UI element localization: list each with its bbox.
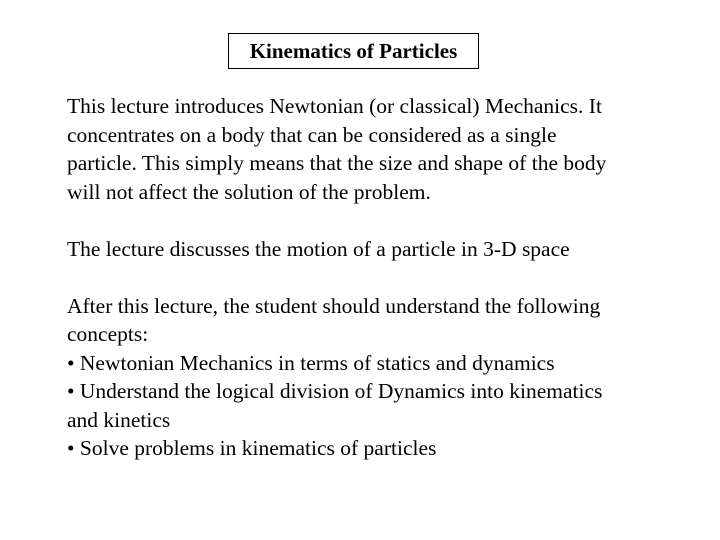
objective-bullet-continuation: and kinetics [67, 407, 171, 432]
slide-title: Kinematics of Particles [249, 38, 458, 63]
intro-line: This lecture introduces Newtonian (or classical) Mechanics. It [67, 94, 602, 118]
paragraph-spacer [67, 263, 687, 292]
objective-bullet: • Solve problems in kinematics of particles [67, 436, 437, 460]
intro-line: concentrates on a body that can be considered as a single [67, 122, 557, 147]
scope-text: The lecture discusses the motion of a particle in 3-D space [67, 236, 570, 261]
objectives-line: concepts: [67, 322, 149, 346]
slide-body [67, 92, 687, 463]
slide-title-box [228, 33, 479, 69]
objectives-line: After this lecture, the student should understand the following [67, 293, 601, 318]
intro-line: will not affect the solution of the problem. [67, 179, 431, 204]
objective-bullet: • Understand the logical division of Dynamics into kinematics [67, 379, 603, 403]
intro-line: particle. This simply means that the size and shape of the body [67, 151, 607, 175]
objective-bullet: • Newtonian Mechanics in terms of statics and dynamics [67, 350, 555, 375]
paragraph-spacer [67, 206, 687, 235]
